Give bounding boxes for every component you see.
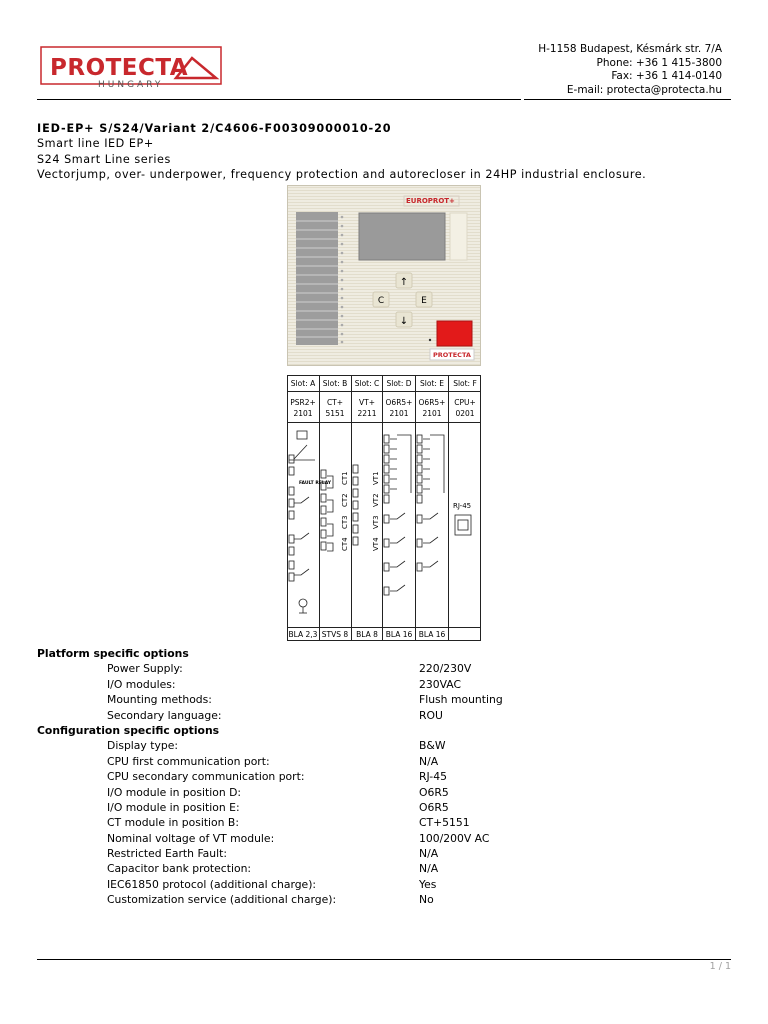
logo-text: PROTECTA bbox=[50, 55, 189, 81]
phone-line: Phone: +36 1 415-3800 bbox=[596, 56, 722, 69]
option-row bbox=[37, 831, 737, 846]
slot-f-header: Slot: F bbox=[453, 379, 477, 388]
slot-f-module: CPU+ bbox=[454, 398, 476, 407]
slot-e-module-code: 2101 bbox=[422, 409, 442, 418]
option-value: ROU bbox=[419, 708, 443, 722]
arrow-up-icon: ↑ bbox=[399, 277, 409, 288]
ct3-label: CT3 bbox=[341, 515, 349, 529]
option-value: Yes bbox=[419, 877, 437, 891]
device-maker: PROTECTA bbox=[433, 351, 471, 359]
header-divider-right bbox=[524, 99, 731, 100]
option-label: Customization service (additional charge): bbox=[107, 893, 337, 907]
vt2-label: VT2 bbox=[372, 493, 380, 507]
slot-wiring-diagram bbox=[287, 375, 481, 641]
option-label: CPU first communication port: bbox=[107, 754, 270, 768]
slot-d-module-code: 2101 bbox=[389, 409, 409, 418]
logo-subtext: HUNGARY bbox=[98, 80, 164, 90]
device-brand: EUROPROT+ bbox=[406, 197, 455, 205]
slot-d-module: O6R5+ bbox=[385, 398, 413, 407]
lcd-display bbox=[359, 213, 445, 260]
slot-c-header: Slot: C bbox=[354, 379, 380, 388]
option-row bbox=[37, 677, 737, 692]
ct2-label: CT2 bbox=[341, 493, 349, 507]
product-series: S24 Smart Line series bbox=[37, 152, 171, 166]
protecta-logo-icon bbox=[40, 46, 222, 92]
email-line[interactable]: E-mail: protecta@protecta.hu bbox=[566, 83, 722, 96]
slot-c-module-code: 2211 bbox=[357, 409, 377, 418]
option-label: I/O modules: bbox=[107, 677, 176, 691]
key-c-label: C bbox=[377, 296, 385, 306]
slot-b-module: CT+ bbox=[326, 398, 344, 407]
footer-divider bbox=[37, 959, 731, 960]
page-number: 1 / 1 bbox=[709, 961, 731, 972]
header-divider-left bbox=[37, 99, 521, 100]
alarm-reset-button[interactable] bbox=[437, 321, 472, 346]
company-logo bbox=[40, 46, 222, 92]
key-e-label: E bbox=[421, 296, 427, 306]
fax-line: Fax: +36 1 414-0140 bbox=[611, 70, 722, 82]
key-c[interactable] bbox=[373, 292, 389, 307]
option-row bbox=[37, 661, 737, 676]
option-label: Secondary language: bbox=[107, 708, 222, 722]
option-value: N/A bbox=[419, 754, 439, 768]
option-value: B&W bbox=[419, 739, 446, 753]
fault-relay-label: FAULT RELAY bbox=[299, 481, 332, 486]
slot-b-header: Slot: B bbox=[322, 379, 348, 388]
product-code: IED-EP+ S/S24/Variant 2/C4606-F00309000010-20 bbox=[37, 122, 392, 135]
arrow-down-icon: ↓ bbox=[399, 316, 409, 327]
slot-d-header: Slot: D bbox=[386, 379, 412, 388]
option-row bbox=[37, 754, 737, 769]
device-front-panel bbox=[287, 185, 481, 366]
ct4-label: CT4 bbox=[341, 537, 349, 551]
option-row bbox=[37, 785, 737, 800]
vt4-label: VT4 bbox=[372, 537, 380, 551]
slot-a-module-code: 2101 bbox=[293, 409, 313, 418]
slot-c-module: VT+ bbox=[359, 398, 375, 407]
option-value: Flush mounting bbox=[419, 693, 503, 707]
slot-e-footer: BLA 16 bbox=[418, 630, 446, 639]
option-row bbox=[37, 708, 737, 723]
slot-e-header: Slot: E bbox=[419, 379, 445, 388]
product-title-block bbox=[37, 121, 646, 182]
led-label-strip bbox=[296, 212, 343, 345]
option-row bbox=[37, 800, 737, 815]
slot-a-header: Slot: A bbox=[290, 379, 316, 388]
section-title-configuration: Configuration specific options bbox=[37, 723, 220, 737]
product-description: Vectorjump, over- underpower, frequency protection and autorecloser in 24HP industrial enclosure. bbox=[37, 167, 647, 181]
slot-b-footer: STVS 8 bbox=[321, 630, 349, 639]
option-row bbox=[37, 892, 737, 907]
slot-a-module: PSR2+ bbox=[290, 398, 316, 407]
option-label: Restricted Earth Fault: bbox=[107, 847, 227, 861]
slot-d-footer: BLA 16 bbox=[385, 630, 413, 639]
option-label: Capacitor bank protection: bbox=[107, 862, 252, 876]
vt1-label: VT1 bbox=[372, 471, 380, 485]
option-label: Power Supply: bbox=[107, 662, 183, 676]
option-label: Mounting methods: bbox=[107, 693, 212, 707]
option-row bbox=[37, 877, 737, 892]
option-value: O6R5 bbox=[419, 800, 449, 814]
option-value: N/A bbox=[419, 847, 439, 861]
option-value: 230VAC bbox=[419, 677, 462, 691]
product-line: Smart line IED EP+ bbox=[37, 137, 154, 151]
option-value: RJ-45 bbox=[419, 770, 447, 784]
option-row bbox=[37, 692, 737, 707]
option-label: CPU secondary communication port: bbox=[107, 770, 305, 784]
option-label: Nominal voltage of VT module: bbox=[107, 831, 275, 845]
vt3-label: VT3 bbox=[372, 515, 380, 529]
option-row bbox=[37, 861, 737, 876]
key-up[interactable] bbox=[396, 273, 412, 288]
key-down[interactable] bbox=[396, 312, 412, 327]
option-value: No bbox=[419, 893, 434, 907]
rj45-label: RJ-45 bbox=[453, 502, 472, 510]
option-label: IEC61850 protocol (additional charge): bbox=[107, 877, 317, 891]
option-row bbox=[37, 846, 737, 861]
option-value: CT+5151 bbox=[419, 816, 470, 830]
option-value: O6R5 bbox=[419, 785, 449, 799]
slot-e-module: O6R5+ bbox=[418, 398, 446, 407]
option-label: I/O module in position E: bbox=[107, 800, 240, 814]
option-value: N/A bbox=[419, 862, 439, 876]
option-value: 220/230V bbox=[419, 662, 472, 676]
option-row bbox=[37, 815, 737, 830]
option-label: I/O module in position D: bbox=[107, 785, 242, 799]
address-line: H-1158 Budapest, Késmárk str. 7/A bbox=[538, 43, 722, 55]
key-e[interactable] bbox=[416, 292, 432, 307]
options-list bbox=[37, 646, 737, 908]
ct1-label: CT1 bbox=[341, 471, 349, 485]
slot-f-module-code: 0201 bbox=[455, 409, 475, 418]
section-title-platform: Platform specific options bbox=[37, 647, 189, 660]
option-label: Display type: bbox=[107, 739, 178, 753]
company-address bbox=[538, 43, 722, 97]
option-value: 100/200V AC bbox=[419, 831, 490, 845]
slot-a-footer: BLA 2,3 bbox=[288, 630, 318, 639]
option-row bbox=[37, 738, 737, 753]
slot-c-footer: BLA 8 bbox=[356, 630, 378, 639]
option-label: CT module in position B: bbox=[107, 816, 239, 830]
option-row bbox=[37, 769, 737, 784]
slot-b-module-code: 5151 bbox=[325, 409, 345, 418]
